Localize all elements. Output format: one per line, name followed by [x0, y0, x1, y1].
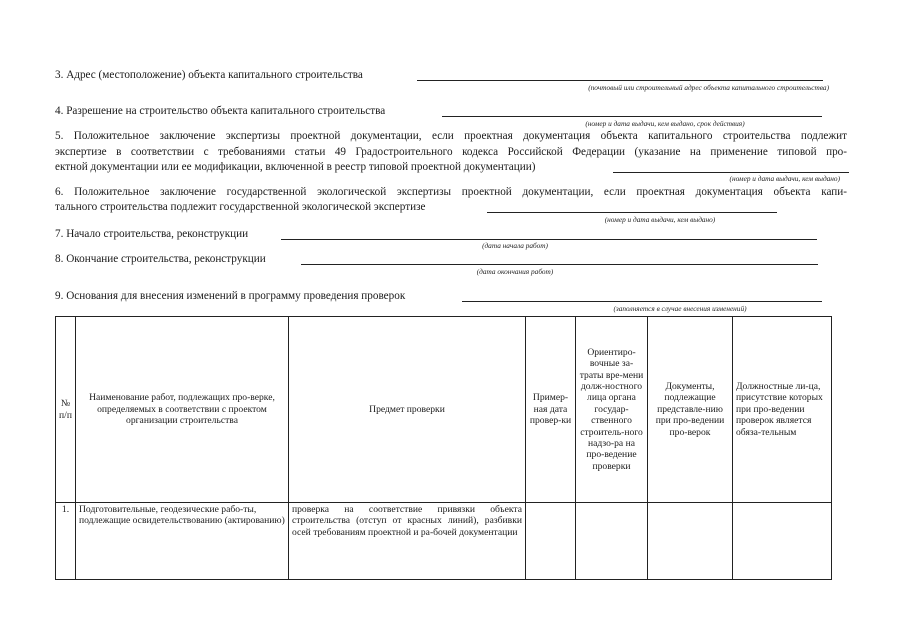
item7-caption: (дата начала работ) — [482, 241, 548, 250]
item9-label: 9. Основания для внесения изменений в программу проведения проверок — [55, 290, 406, 302]
item5-line3: ектной документации или ее модификации, включенной в реестр типовой проектной документации) — [55, 161, 536, 173]
item6-caption: (номер и дата выдачи, кем выдано) — [604, 215, 716, 224]
header-officials: Должностные ли-ца, присутствие которых при про-ведении проверок является обяза-тельным — [733, 317, 832, 503]
table-row — [56, 503, 832, 580]
header-date: Пример-ная дата провер-ки — [526, 317, 576, 503]
item4-label: 4. Разрешение на строительство объекта капитального строительства — [55, 105, 386, 117]
cell-num: 1. — [56, 503, 76, 580]
item7-label: 7. Начало строительства, реконструкции — [55, 228, 249, 240]
cell-subject: проверка на соответствие привязки объекта строительства (отступ от красных линий), разбивки осей требованиям проектной и ра-бочей документации — [289, 503, 526, 580]
item8-caption: (дата окончания работ) — [476, 267, 554, 276]
item4-permit-field[interactable] — [442, 116, 822, 117]
cell-docs[interactable] — [648, 503, 733, 580]
header-docs: Документы, подлежащие представле-нию при про-ведении про-верок — [648, 317, 733, 503]
item5-caption: (номер и дата выдачи, кем выдано) — [729, 174, 840, 183]
item9-caption: (заполняется в случае внесения изменений) — [613, 304, 747, 313]
item5-line2: экспертизе в соответствии с требованиями статьи 49 Градостроительного кодекса Российской Федерации (указание на применение типовой про- — [55, 146, 847, 158]
header-subject: Предмет проверки — [289, 317, 526, 503]
cell-date[interactable] — [526, 503, 576, 580]
cell-officials[interactable] — [733, 503, 832, 580]
inspection-table — [55, 316, 832, 580]
item5-line1: 5. Положительное заключение экспертизы проектной документации, если проектная документация объекта капитального строительства подлежит — [55, 130, 847, 142]
item3-caption: (почтовый или строительный адрес объекта капитального строительства) — [588, 83, 829, 92]
table-header-row — [56, 317, 832, 503]
item6-ecology-field[interactable] — [487, 212, 777, 213]
item8-label: 8. Окончание строительства, реконструкции — [55, 253, 266, 265]
item6-line1: 6. Положительное заключение государственной экологической экспертизы проектной документации, если проектная документация объекта капи- — [55, 186, 847, 198]
cell-work: Подготовительные, геодезические рабо-ты, подлежащие освидетельствованию (актированию) — [76, 503, 289, 580]
item3-address-field[interactable] — [417, 80, 823, 81]
header-work: Наименование работ, подлежащих про-верке, определяемых в соответствии с проектом организации строительства — [76, 317, 289, 503]
item6-line2: тального строительства подлежит государственной экологической экспертизе — [55, 201, 426, 213]
item4-caption: (номер и дата выдачи, кем выдано, срок действия) — [585, 119, 745, 128]
item9-reason-field[interactable] — [462, 301, 822, 302]
item3-label: 3. Адрес (местоположение) объекта капитального строительства — [55, 69, 363, 81]
cell-costs[interactable] — [576, 503, 648, 580]
header-costs: Ориентиро-вочные за-траты вре-мени долж-ностного лица органа государ-ственного строитель-ного надзо-ра на про-ведение проверки — [576, 317, 648, 503]
item5-expertise-field[interactable] — [613, 172, 849, 173]
item8-end-date-field[interactable] — [301, 264, 818, 265]
item7-start-date-field[interactable] — [281, 239, 817, 240]
header-num: № п/п — [56, 317, 76, 503]
